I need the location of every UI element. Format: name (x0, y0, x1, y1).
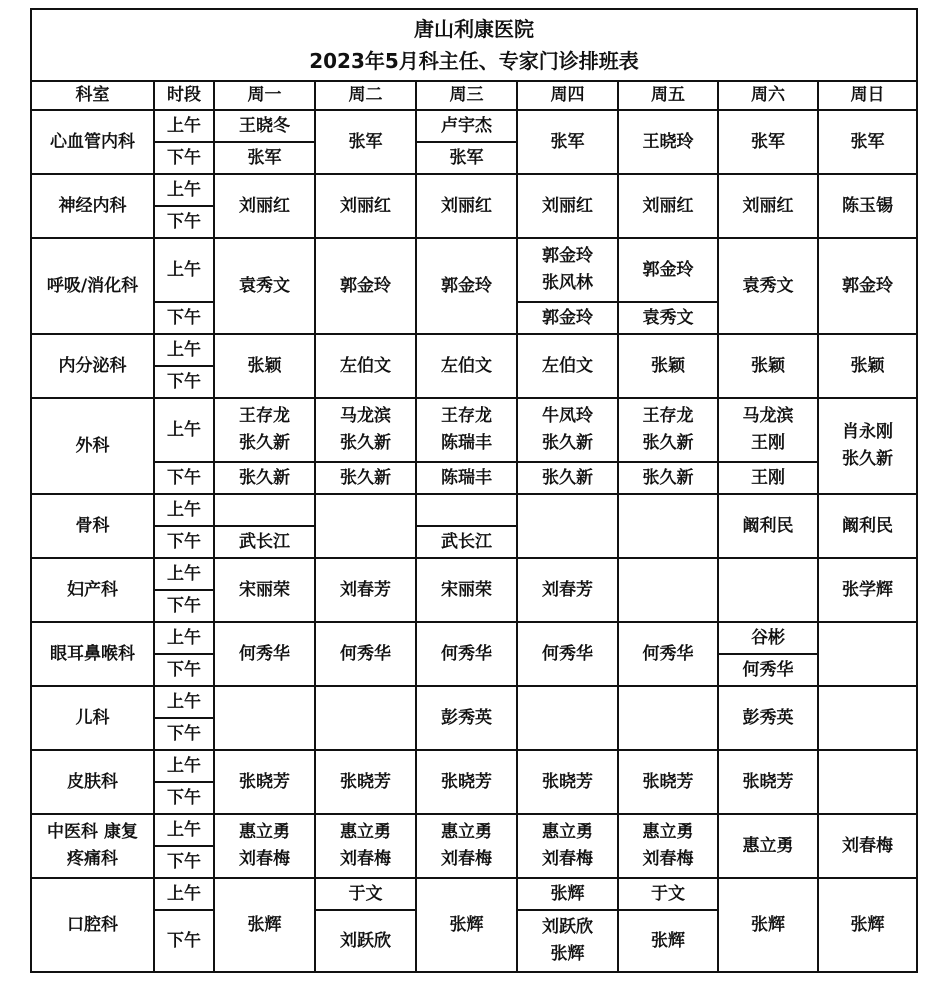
schedule-title: 2023年5月科主任、专家门诊排班表 (309, 49, 639, 73)
doctor-cell: 陈瑞丰 (416, 462, 517, 494)
dept-name: 儿科 (31, 686, 154, 750)
doctor-cell (517, 814, 618, 878)
doctor-cell (315, 686, 416, 750)
doctor-cell: 张辉 (618, 910, 718, 972)
doctor-cell: 刘春芳 (315, 558, 416, 622)
doctor-cell (818, 398, 917, 494)
slot-am: 上午 (154, 878, 214, 910)
slot-am: 上午 (154, 334, 214, 366)
doctor-name: 刘春梅 (239, 849, 290, 869)
doctor-cell: 张久新 (214, 462, 315, 494)
doctor-name: 刘春梅 (642, 849, 694, 869)
doctor-name: 刘春梅 (441, 849, 492, 869)
doctor-cell: 袁秀文 (214, 238, 315, 334)
doctor-cell: 阚利民 (718, 494, 818, 558)
doctor-cell: 张辉 (214, 878, 315, 972)
doctor-cell (618, 398, 718, 462)
doctor-cell: 张久新 (618, 462, 718, 494)
dept-name: 皮肤科 (31, 750, 154, 814)
doctor-cell: 张辉 (818, 878, 917, 972)
doctor-name: 张风林 (542, 273, 593, 293)
doctor-cell: 张晓芳 (517, 750, 618, 814)
doctor-cell (214, 398, 315, 462)
doctor-cell (416, 494, 517, 526)
doctor-name: 张久新 (542, 433, 593, 453)
header-day-sun: 周日 (818, 81, 917, 110)
doctor-cell: 于文 (618, 878, 718, 910)
header-day-tue: 周二 (315, 81, 416, 110)
doctor-cell: 陈玉锡 (818, 174, 917, 238)
doctor-cell: 惠立勇 (718, 814, 818, 878)
doctor-cell: 张军 (718, 110, 818, 174)
slot-pm: 下午 (154, 590, 214, 622)
doctor-name: 陈瑞丰 (441, 433, 492, 453)
doctor-cell: 张辉 (517, 878, 618, 910)
doctor-cell: 袁秀文 (718, 238, 818, 334)
doctor-cell: 张颖 (618, 334, 718, 398)
doctor-cell (315, 494, 416, 558)
slot-am: 上午 (154, 494, 214, 526)
doctor-name: 惠立勇 (441, 822, 492, 842)
doctor-cell (416, 398, 517, 462)
doctor-cell: 刘丽红 (315, 174, 416, 238)
slot-am: 上午 (154, 398, 214, 462)
doctor-cell: 刘春芳 (517, 558, 618, 622)
dept-name: 心血管内科 (31, 110, 154, 174)
doctor-cell: 何秀华 (214, 622, 315, 686)
slot-am: 上午 (154, 686, 214, 718)
dept-name: 神经内科 (31, 174, 154, 238)
doctor-cell (517, 238, 618, 302)
doctor-cell: 左伯文 (517, 334, 618, 398)
slot-am: 上午 (154, 750, 214, 782)
doctor-cell: 王刚 (718, 462, 818, 494)
doctor-cell (618, 558, 718, 622)
doctor-cell: 刘丽红 (718, 174, 818, 238)
doctor-cell: 张辉 (416, 878, 517, 972)
doctor-cell (517, 910, 618, 972)
doctor-cell: 郭金玲 (517, 302, 618, 334)
doctor-cell: 郭金玲 (818, 238, 917, 334)
schedule-table (30, 8, 918, 973)
dept-name: 外科 (31, 398, 154, 494)
doctor-name: 牛凤玲 (542, 406, 593, 426)
doctor-cell (214, 686, 315, 750)
doctor-name: 惠立勇 (340, 822, 391, 842)
slot-pm: 下午 (154, 782, 214, 814)
doctor-cell: 彭秀英 (416, 686, 517, 750)
slot-pm: 下午 (154, 462, 214, 494)
doctor-cell (618, 814, 718, 878)
doctor-cell (517, 686, 618, 750)
doctor-cell: 张军 (818, 110, 917, 174)
doctor-cell: 张晓芳 (718, 750, 818, 814)
dept-name: 内分泌科 (31, 334, 154, 398)
doctor-cell: 张久新 (517, 462, 618, 494)
doctor-cell (315, 814, 416, 878)
doctor-cell: 谷彬 (718, 622, 818, 654)
doctor-cell: 郭金玲 (416, 238, 517, 334)
doctor-cell: 刘春梅 (818, 814, 917, 878)
doctor-name: 惠立勇 (542, 822, 593, 842)
slot-pm: 下午 (154, 910, 214, 972)
header-day-sat: 周六 (718, 81, 818, 110)
doctor-cell (315, 398, 416, 462)
doctor-cell: 刘跃欣 (315, 910, 416, 972)
dept-name (31, 814, 154, 878)
doctor-cell: 宋丽荣 (416, 558, 517, 622)
doctor-name: 王存龙 (239, 406, 290, 426)
hospital-name: 唐山利康医院 (414, 17, 534, 41)
doctor-name: 刘春梅 (542, 849, 593, 869)
doctor-cell: 武长江 (416, 526, 517, 558)
doctor-cell: 张久新 (315, 462, 416, 494)
doctor-cell: 刘丽红 (214, 174, 315, 238)
doctor-cell (818, 750, 917, 814)
doctor-name: 马龙滨 (340, 406, 391, 426)
doctor-cell: 张颖 (818, 334, 917, 398)
doctor-cell: 袁秀文 (618, 302, 718, 334)
dept-name: 骨科 (31, 494, 154, 558)
slot-am: 上午 (154, 110, 214, 142)
doctor-cell: 张军 (517, 110, 618, 174)
doctor-cell (214, 814, 315, 878)
doctor-cell: 何秀华 (416, 622, 517, 686)
doctor-cell: 何秀华 (315, 622, 416, 686)
doctor-cell: 王晓玲 (618, 110, 718, 174)
doctor-cell: 刘丽红 (618, 174, 718, 238)
doctor-cell (618, 686, 718, 750)
slot-pm: 下午 (154, 142, 214, 174)
doctor-cell (718, 558, 818, 622)
doctor-cell: 郭金玲 (315, 238, 416, 334)
doctor-cell: 何秀华 (718, 654, 818, 686)
doctor-cell (517, 398, 618, 462)
slot-am: 上午 (154, 238, 214, 302)
doctor-cell (214, 494, 315, 526)
slot-pm: 下午 (154, 526, 214, 558)
doctor-name: 刘春梅 (340, 849, 391, 869)
doctor-cell: 张军 (214, 142, 315, 174)
header-day-wed: 周三 (416, 81, 517, 110)
slot-pm: 下午 (154, 206, 214, 238)
header-day-mon: 周一 (214, 81, 315, 110)
doctor-cell: 何秀华 (517, 622, 618, 686)
doctor-name: 张辉 (550, 944, 585, 964)
doctor-name: 张久新 (239, 433, 290, 453)
dept-name: 眼耳鼻喉科 (31, 622, 154, 686)
doctor-cell: 张晓芳 (618, 750, 718, 814)
doctor-name: 肖永刚 (842, 422, 893, 442)
doctor-cell: 张颖 (718, 334, 818, 398)
doctor-cell (718, 398, 818, 462)
dept-name: 妇产科 (31, 558, 154, 622)
doctor-cell: 彭秀英 (718, 686, 818, 750)
doctor-cell: 阚利民 (818, 494, 917, 558)
doctor-name: 惠立勇 (642, 822, 694, 842)
doctor-cell: 王晓冬 (214, 110, 315, 142)
doctor-cell: 张军 (315, 110, 416, 174)
doctor-name: 张久新 (642, 433, 694, 453)
doctor-cell: 张学辉 (818, 558, 917, 622)
slot-am: 上午 (154, 558, 214, 590)
table-title (31, 9, 917, 81)
doctor-name: 马龙滨 (742, 406, 794, 426)
slot-pm: 下午 (154, 718, 214, 750)
doctor-cell: 张辉 (718, 878, 818, 972)
doctor-name: 刘跃欣 (542, 917, 593, 937)
header-dept: 科室 (31, 81, 154, 110)
slot-pm: 下午 (154, 654, 214, 686)
doctor-cell: 左伯文 (315, 334, 416, 398)
doctor-cell: 张军 (416, 142, 517, 174)
doctor-cell (818, 622, 917, 686)
slot-pm: 下午 (154, 302, 214, 334)
doctor-name: 惠立勇 (239, 822, 290, 842)
header-slot: 时段 (154, 81, 214, 110)
doctor-cell (517, 494, 618, 558)
doctor-cell (818, 686, 917, 750)
doctor-cell: 郭金玲 (618, 238, 718, 302)
doctor-cell: 左伯文 (416, 334, 517, 398)
slot-pm: 下午 (154, 366, 214, 398)
doctor-name: 张久新 (340, 433, 391, 453)
slot-am: 上午 (154, 174, 214, 206)
doctor-cell: 刘丽红 (517, 174, 618, 238)
doctor-cell: 张晓芳 (214, 750, 315, 814)
doctor-name: 王存龙 (441, 406, 492, 426)
slot-am: 上午 (154, 814, 214, 846)
doctor-cell: 卢宇杰 (416, 110, 517, 142)
doctor-name: 王刚 (751, 433, 785, 453)
doctor-cell: 武长江 (214, 526, 315, 558)
doctor-cell (416, 814, 517, 878)
slot-am: 上午 (154, 622, 214, 654)
dept-name: 呼吸/消化科 (31, 238, 154, 334)
dept-name-line: 中医科 康复 (47, 822, 138, 842)
doctor-cell: 何秀华 (618, 622, 718, 686)
doctor-name: 张久新 (842, 449, 893, 469)
doctor-cell: 刘丽红 (416, 174, 517, 238)
doctor-cell: 于文 (315, 878, 416, 910)
doctor-cell: 宋丽荣 (214, 558, 315, 622)
doctor-cell: 张晓芳 (315, 750, 416, 814)
doctor-name: 郭金玲 (542, 246, 593, 266)
header-day-fri: 周五 (618, 81, 718, 110)
dept-name: 口腔科 (31, 878, 154, 972)
doctor-cell: 张颖 (214, 334, 315, 398)
doctor-name: 王存龙 (642, 406, 694, 426)
doctor-cell: 张晓芳 (416, 750, 517, 814)
slot-pm: 下午 (154, 846, 214, 878)
header-day-thu: 周四 (517, 81, 618, 110)
dept-name-line: 疼痛科 (67, 849, 118, 869)
doctor-cell (618, 494, 718, 558)
